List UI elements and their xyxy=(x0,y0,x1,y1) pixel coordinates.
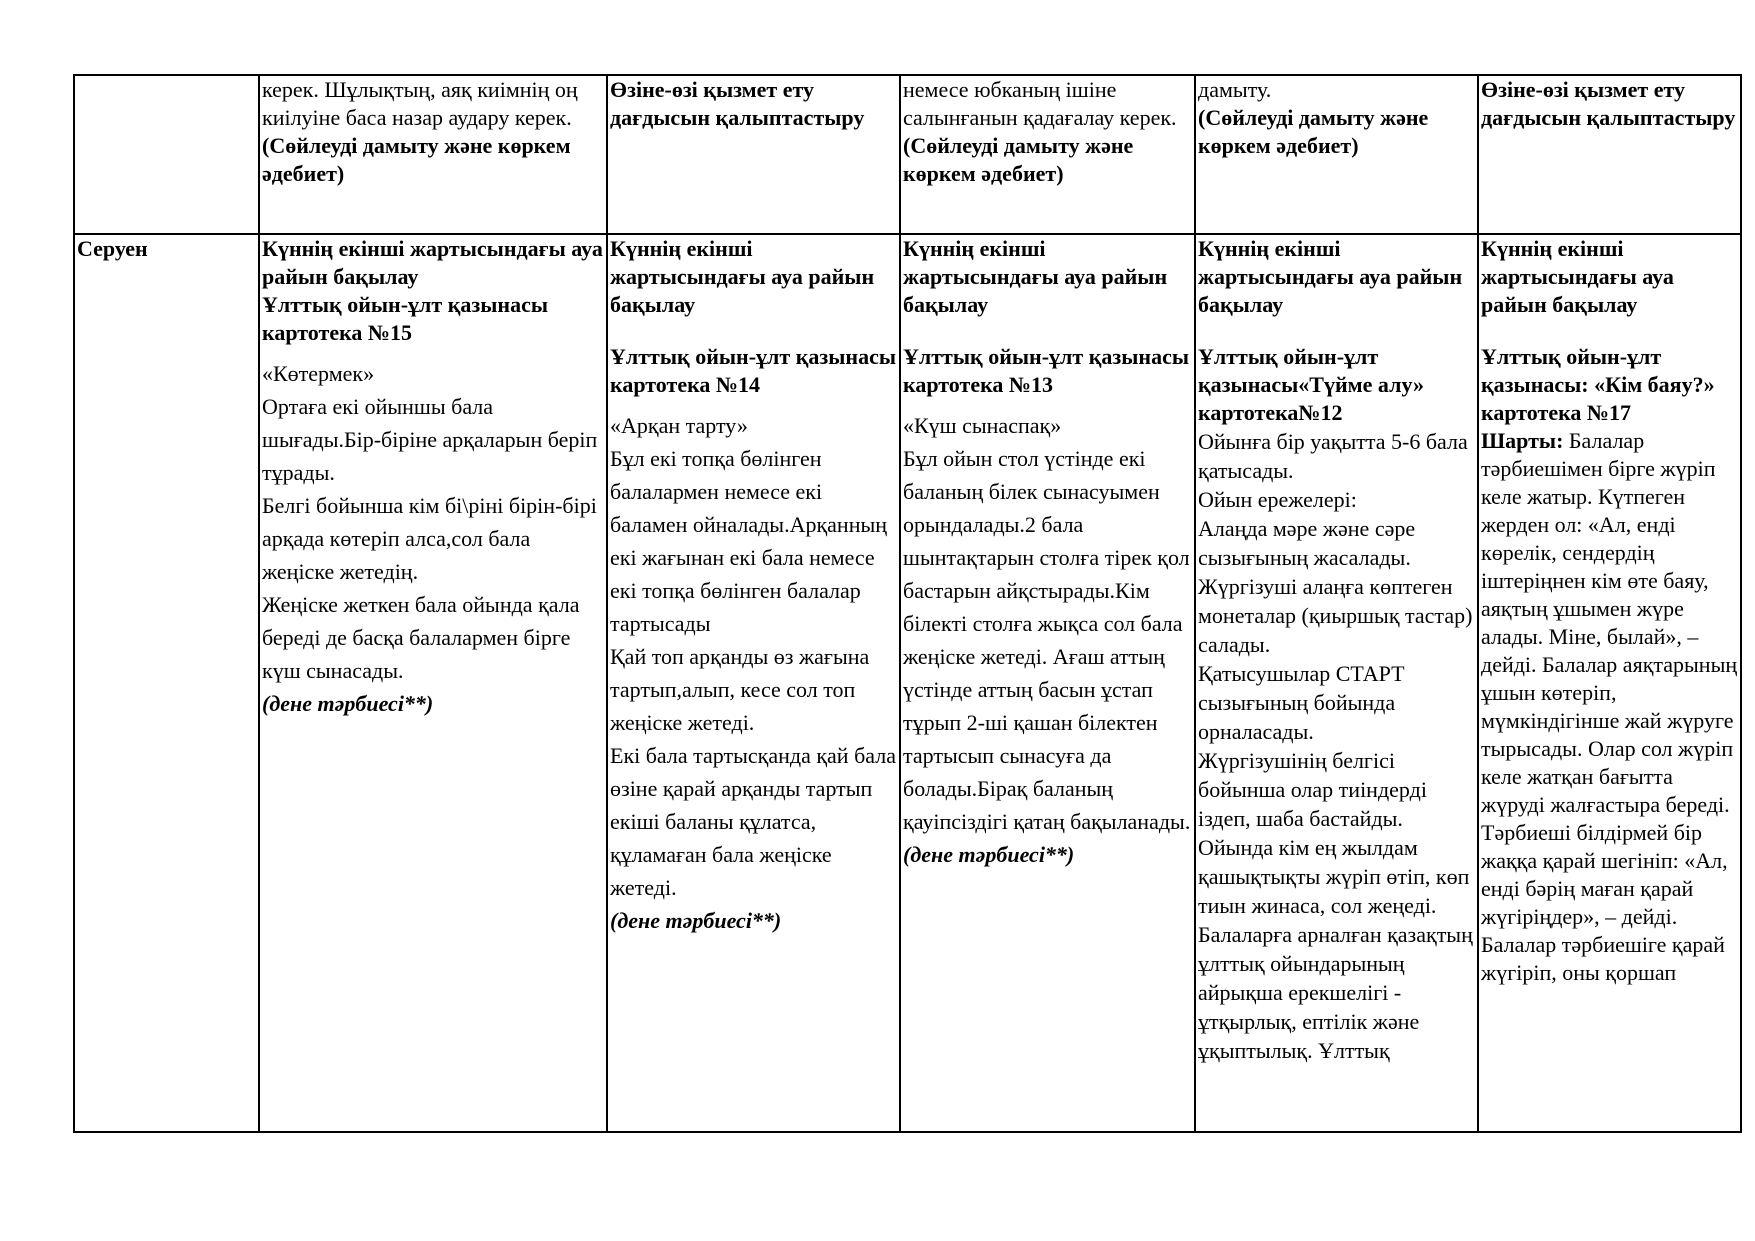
subject-note: (дене тәрбиесі**) xyxy=(610,908,782,934)
game-name: «Күш сынаспақ» xyxy=(903,413,1062,439)
game-line: Белгі бойынша кім бі\рінi бірін-бірі арқада көтеріп алса,сол бала жеңіске жетедің. xyxy=(262,493,597,585)
game-line: Ойын ережелері: xyxy=(1198,487,1357,513)
game-line: Жүргізушінің белгісі бойынша олар тиіндерді іздеп, шаба бастайды. Ойында кім ең жылдам қашықтықты жүріп өтіп, көп тиын жинаса, сол жеңеді. Балаларға арналған қазақтың ұлттық ойындарының айрықша ерекшелігі - ұтқырлық, ептілік және ұқыптылық. Ұлттық xyxy=(1198,748,1473,1064)
game-line: Бұл екі топқа бөлінген балалармен немесе екі баламен ойналады.Арқанның екі жағынан екі бала немесе екі топқа бөлінген балалар тартысады xyxy=(610,446,888,637)
cell-thu xyxy=(1195,75,1478,234)
subject-note: (Сөйлеуді дамыту және көркем әдебиет) xyxy=(262,133,571,186)
game-title: Ұлттық ойын-ұлт қазынасы картотека №15 xyxy=(262,292,549,346)
game-line: Бұл ойын стол үстінде екі баланың білек сынасуымен орындалады.2 бала шынтақтарын столға тірек қол бастарын айқстырады.Кім білекті столға жықса сол бала жеңіске жетеді. Ағаш аттың үстінде аттың басын ұстап тұрып 2-ші қашан білектен тартысып сынасуға да болады.Бірақ баланың қауіпсіздігі қатаң бақыланады. xyxy=(903,446,1191,835)
game-title: Ұлттық ойын-ұлт қазынасы картотека №14 xyxy=(610,344,897,398)
observation-heading: Күннің екінші жартысындағы ауа райын бақылау xyxy=(1198,236,1463,318)
game-line: Қай топ арқанды өз жағына тартып,алып, кесе сол топ жеңіске жетеді. xyxy=(610,644,870,736)
game-line: Жүргізуші алаңға көптеген монеталар (қиыршық тастар) салады. xyxy=(1198,574,1473,658)
game-line: Жеңіске жеткен бала ойында қала береді де басқа балалармен бірге күш сынасады. xyxy=(262,592,580,684)
cell-tue xyxy=(607,234,900,1132)
game-line: Алаңда мәре және сәре сызығының жасалады. xyxy=(1198,516,1416,571)
cell-mon xyxy=(259,234,607,1132)
game-title: Ұлттық ойын-ұлт қазынасы картотека №13 xyxy=(903,344,1190,398)
game-title: Ұлттық ойын-ұлт қазынасы: «Кім баяу?» xyxy=(1481,344,1715,398)
game-line: Ойынға бір уақытта 5-6 бала қатысады. xyxy=(1198,429,1468,484)
cell-fri xyxy=(1478,75,1741,234)
subject-note: Өзіне-өзі қызмет ету дағдысын қалыптастыру xyxy=(1481,77,1736,130)
cell-mon xyxy=(259,75,607,234)
game-title: Ұлттық ойын-ұлт қазынасы«Түйме алу» картотека№12 xyxy=(1198,344,1424,426)
rules-text: Балалар тәрбиешімен бірге жүріп келе жатыр. Күтпеген жерден ол: «Ал, енді көрелік, сендердің іштеріңнен кім өте баяу, аяқтың ұшымен жүре алады. Міне, былай», – дейді. Балалар аяқтарының ұшын көтеріп, мүмкіндігінше жай жүруге тырысады. Олар сол жүріп келе жатқан бағытта жүруді жалғастыра береді. Тәрбиеші білдірмей бір жаққа қарай шегініп: «Ал, енді бәрің маған қарай жүгіріңдер», – дейді. Балалар тәрбиешіге қарай жүгіріп, оны қоршап xyxy=(1481,428,1738,986)
observation-heading: Күннің екінші жартысындағы ауа райын бақылау xyxy=(1481,236,1674,318)
cell-wed xyxy=(900,75,1195,234)
table-row xyxy=(74,234,1741,1132)
cell-wed xyxy=(900,234,1195,1132)
row-label-cell xyxy=(74,234,259,1132)
game-line: Ортаға екі ойыншы бала шығады.Бір-біріне арқаларын беріп тұрады. xyxy=(262,394,598,486)
rules-label: Шарты: xyxy=(1481,428,1564,454)
game-rules xyxy=(1481,427,1738,987)
subject-note: (дене тәрбиесі**) xyxy=(903,842,1075,868)
cell-thu xyxy=(1195,234,1478,1132)
subject-note: (Сөйлеуді дамыту және көркем әдебиет) xyxy=(903,133,1134,186)
cell-text: керек. Шұлықтың, аяқ киімнің оң киілуіне баса назар аудару керек. xyxy=(262,77,578,130)
cell-tue xyxy=(607,75,900,234)
card-number: картотека №17 xyxy=(1481,400,1632,426)
subject-note: Өзіне-өзі қызмет ету дағдысын қалыптастыру xyxy=(610,77,865,130)
game-line: Екі бала тартысқанда қай бала өзіне қарай арқанды тартып екіші баланы құлатса, құламаған бала жеңіске жетеді. xyxy=(610,743,896,901)
cell-fri xyxy=(1478,234,1741,1132)
observation-heading: Күннің екінші жартысындағы ауа райын бақылау xyxy=(903,236,1168,318)
cell-text: дамыту. xyxy=(1198,77,1272,102)
subject-note: (дене тәрбиесі**) xyxy=(262,691,434,717)
subject-note: (Сөйлеуді дамыту және көркем әдебиет) xyxy=(1198,105,1429,158)
plan-table xyxy=(73,74,1742,1133)
row-label: Серуен xyxy=(77,236,148,262)
observation-heading: Күннің екінші жартысындағы ауа райын бақылау xyxy=(262,236,603,290)
table-row xyxy=(74,75,1741,234)
game-name: «Арқан тарту» xyxy=(610,413,748,439)
observation-heading: Күннің екінші жартысындағы ауа райын бақылау xyxy=(610,236,875,318)
cell-text: немесе юбканың ішіне салынғанын қадағалау керек. xyxy=(903,77,1177,130)
row-label-cell xyxy=(74,75,259,234)
game-name: «Көтермек» xyxy=(262,361,375,387)
game-line: Қатысушылар СТАРТ сызығының бойында орналасады. xyxy=(1198,661,1405,745)
